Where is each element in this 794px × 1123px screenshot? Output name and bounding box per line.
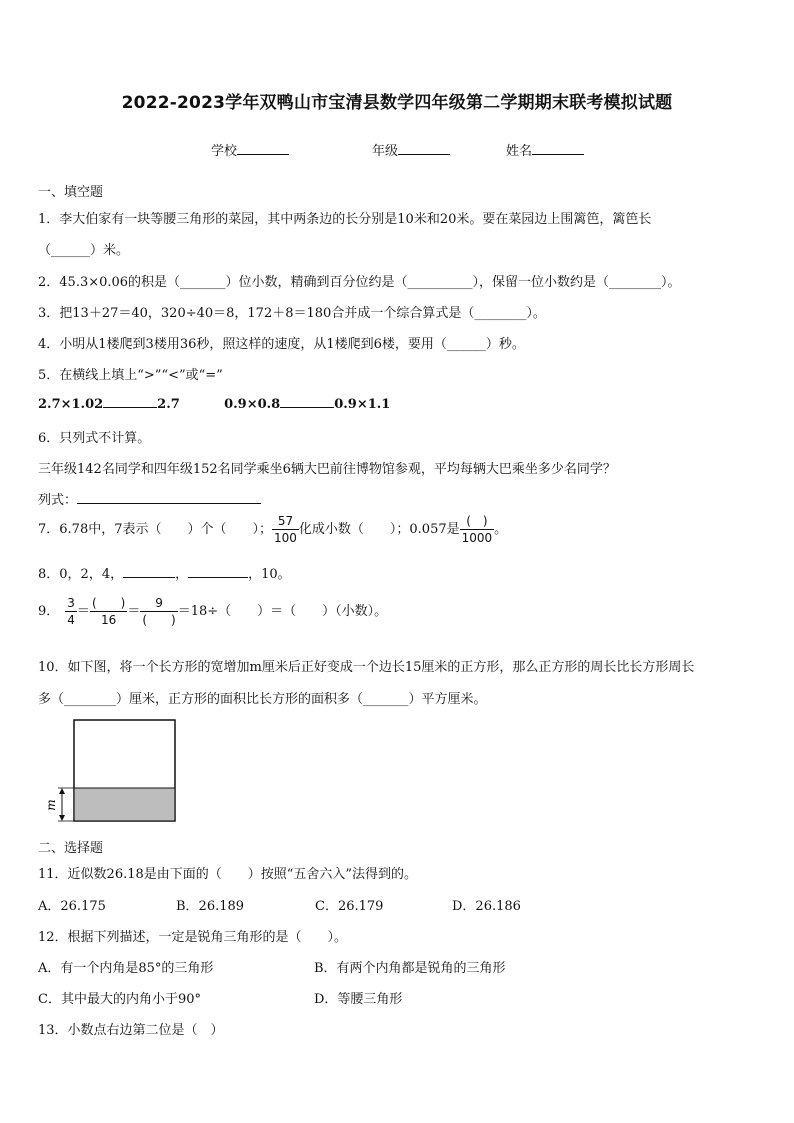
- q7-suffix: 。: [494, 522, 508, 537]
- question-12: 12．根据下列描述，一定是锐角三角形的是（ ）。: [38, 930, 348, 945]
- question-6: 6．只列式不计算。: [38, 431, 151, 446]
- q11-option-c[interactable]: C．26.179: [315, 899, 384, 914]
- answer-line[interactable]: [77, 492, 261, 504]
- q9-fraction-blank-16: [90, 597, 127, 626]
- question-4: 4．小明从1楼爬到3楼用36秒，照这样的速度，从1楼爬到6楼，要用（______）秒。: [38, 337, 525, 352]
- section-choice-heading: 二、选择题: [38, 841, 104, 856]
- question-11: 11．近似数26.18是由下面的（ ）按照“五舍六入”法得到的。: [38, 867, 418, 882]
- fraction-denominator[interactable]: ( ): [142, 613, 176, 627]
- q8-suffix: ，10。: [248, 567, 291, 582]
- fraction-numerator: 3: [67, 596, 75, 610]
- q9-label: 9．: [38, 604, 60, 619]
- q9-suffix: ＝18÷（ ）＝（ ）（小数）。: [177, 604, 388, 619]
- answer-label: 列式：: [38, 493, 78, 508]
- q11-option-b[interactable]: B．26.189: [176, 899, 245, 914]
- q5b-right: 0.9×1.1: [334, 397, 391, 412]
- q12-option-c[interactable]: C．其中最大的内角小于90°: [38, 992, 201, 1007]
- q7-mid: 化成小数（ ）；0.057是: [298, 522, 460, 537]
- question-7: [38, 515, 507, 544]
- question-6-answer: [38, 489, 261, 508]
- dimension-arrow-down-icon: [59, 815, 65, 821]
- q5a-right: 2.7: [157, 397, 180, 412]
- fraction-denominator: 1000: [461, 531, 493, 545]
- fraction-numerator[interactable]: ( ): [91, 596, 126, 610]
- q7-fraction-blank-1000: [460, 515, 495, 544]
- q8-blank-1[interactable]: [123, 566, 175, 578]
- school-field: [211, 140, 289, 159]
- grade-field: [372, 140, 450, 159]
- name-label: 姓名: [506, 144, 533, 159]
- q9-eq-1: ＝: [76, 604, 90, 619]
- name-blank[interactable]: [532, 142, 584, 155]
- q11-option-d[interactable]: D．26.186: [452, 899, 521, 914]
- q9-eq-2: ＝: [127, 604, 141, 619]
- question-3: 3．把13＋27＝40，320÷40＝8，172＋8＝180合并成一个综合算式是（________）。: [38, 306, 546, 321]
- question-13: 13．小数点右边第二位是（ ）: [38, 1023, 224, 1038]
- q5a-left: 2.7×1.02: [38, 397, 104, 412]
- question-8: [38, 563, 291, 582]
- q12-option-a[interactable]: A．有一个内角是85°的三角形: [38, 961, 214, 976]
- question-6-text: 三年级142名同学和四年级152名同学乘坐6辆大巴前往博物馆参观，平均每辆大巴乘坐多少名同学？: [38, 462, 616, 477]
- q5a-blank[interactable]: [103, 396, 157, 408]
- question-10-line-2: 多（________）厘米，正方形的面积比长方形的面积多（_______）平方厘米。: [38, 692, 487, 707]
- page-title: 2022-2023学年双鸭山市宝清县数学四年级第二学期期末联考模拟试题: [121, 93, 673, 113]
- q5b-blank[interactable]: [280, 396, 334, 408]
- q7-prefix: 7．6.78中，7表示（ ）个（ ）；: [38, 522, 272, 537]
- q8-prefix: 8．0，2，4，: [38, 567, 124, 582]
- q12-option-b[interactable]: B．有两个内角都是锐角的三角形: [314, 961, 506, 976]
- q8-sep: ，: [175, 567, 189, 582]
- grade-blank[interactable]: [398, 142, 450, 155]
- question-1-line-1: 1．李大伯家有一块等腰三角形的菜园，其中两条边的长分别是10米和20米。要在菜园边上围篱笆，篱笆长: [38, 212, 652, 227]
- fraction-numerator[interactable]: ( ): [460, 515, 495, 530]
- question-2: 2．45.3×0.06的积是（_______）位小数，精确到百分位约是（__________），保留一位小数约是（________）。: [38, 275, 681, 290]
- q9-fraction-3-4: [65, 597, 77, 626]
- fraction-denominator: 100: [274, 531, 297, 545]
- fraction-numerator: 9: [140, 597, 177, 612]
- dimension-arrow-up-icon: [59, 788, 65, 794]
- name-field: [506, 140, 584, 159]
- question-9: [38, 597, 387, 626]
- q9-fraction-9-blank: [140, 597, 177, 626]
- q11-option-a[interactable]: A．26.175: [38, 899, 106, 914]
- q8-blank-2[interactable]: [188, 566, 248, 578]
- grade-label: 年级: [372, 144, 399, 159]
- q5b-left: 0.9×0.8: [224, 397, 281, 412]
- fraction-numerator: 57: [272, 515, 299, 530]
- section-fill-blank-heading: 一、填空题: [38, 185, 104, 200]
- dimension-label-m: m: [44, 799, 58, 811]
- question-5: 5．在横线上填上“>”“<”或“=”: [38, 368, 223, 383]
- fraction-denominator: 4: [67, 613, 75, 627]
- school-blank[interactable]: [237, 142, 289, 155]
- question-10-line-1: 10．如下图，将一个长方形的宽增加m厘米后正好变成一个边长15厘米的正方形，那么正方形的周长比长方形周长: [38, 660, 695, 675]
- rectangle-square-figure: [44, 718, 180, 824]
- q7-fraction-57-100: [272, 515, 299, 544]
- q12-option-d[interactable]: D．等腰三角形: [314, 992, 403, 1007]
- question-1-line-2: （______）米。: [38, 243, 130, 258]
- school-label: 学校: [211, 144, 238, 159]
- added-width-region: [75, 788, 175, 820]
- question-5-items: [38, 396, 390, 412]
- fraction-denominator: 16: [100, 613, 117, 627]
